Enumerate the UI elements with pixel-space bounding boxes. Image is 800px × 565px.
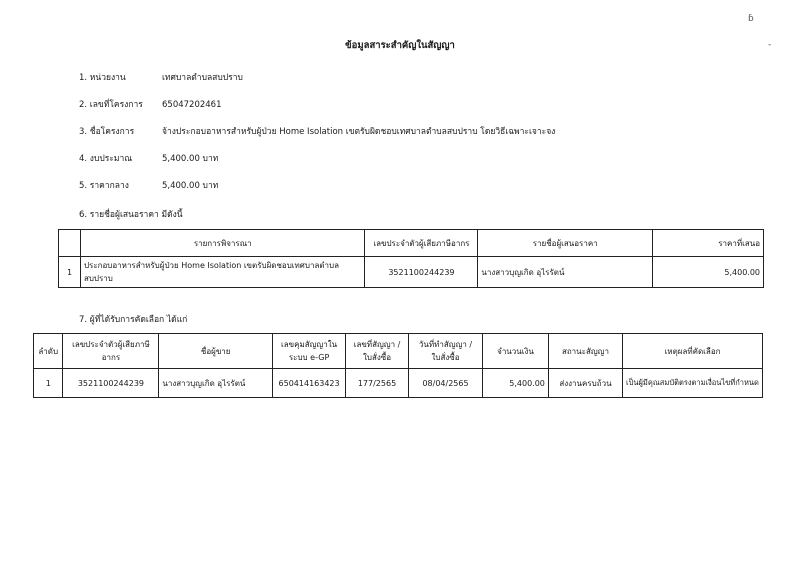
document-title: ข้อมูลสาระสำคัญในสัญญา: [345, 40, 455, 51]
field-median-price: [79, 178, 218, 192]
selected-cell-reason: เป็นผู้มีคุณสมบัติตรงตามเงื่อนไขที่กำหนด: [623, 369, 763, 398]
field-project-name-value: จ้างประกอบอาหารสำหรับผู้ป่วย Home Isolation เขตรับผิดชอบเทศบาลตำบลสบปราบ โดยวิธีเฉพาะเจาะจง: [162, 127, 556, 137]
bidders-table: [58, 229, 764, 288]
selected-header-egp: เลขคุมสัญญาในระบบ e-GP: [273, 334, 346, 369]
bidders-header-tax-id: เลขประจำตัวผู้เสียภาษีอากร: [365, 230, 478, 257]
field-agency: [79, 70, 243, 84]
field-agency-label: 1. หน่วยงาน: [79, 73, 126, 83]
scan-mark-icon: ɓ: [748, 14, 754, 24]
selected-cell-contract-no: 177/2565: [346, 369, 409, 398]
selected-header-date: วันที่ทำสัญญา / ใบสั่งซื้อ: [408, 334, 482, 369]
field-project-name-label: 3. ชื่อโครงการ: [79, 127, 135, 137]
table-row: [34, 369, 763, 398]
bidders-header-name: รายชื่อผู้เสนอราคา: [478, 230, 653, 257]
field-project-number-value: 65047202461: [162, 100, 222, 110]
bidders-cell-no: 1: [59, 257, 81, 288]
table-row: [59, 257, 764, 288]
scan-dash-icon: -: [768, 40, 772, 50]
selected-cell-status: ส่งงานครบถ้วน: [548, 369, 622, 398]
section-selected-title: 7. ผู้ที่ได้รับการคัดเลือก ได้แก่: [79, 315, 188, 325]
bidders-header-price: ราคาที่เสนอ: [653, 230, 764, 257]
selected-header-contract-no: เลขที่สัญญา / ใบสั่งซื้อ: [346, 334, 409, 369]
selected-cell-no: 1: [34, 369, 63, 398]
selected-header-amount: จำนวนเงิน: [483, 334, 549, 369]
field-project-number: [79, 97, 222, 111]
bidders-cell-tax-id: 3521100244239: [365, 257, 478, 288]
selected-header-no: ลำดับ: [34, 334, 63, 369]
selected-table: [33, 333, 763, 398]
field-project-name: [79, 124, 555, 138]
selected-cell-amount: 5,400.00: [483, 369, 549, 398]
field-median-price-value: 5,400.00 บาท: [162, 181, 219, 191]
field-median-price-label: 5. ราคากลาง: [79, 181, 129, 191]
field-project-number-label: 2. เลขที่โครงการ: [79, 100, 143, 110]
bidders-cell-price: 5,400.00: [653, 257, 764, 288]
bidders-table-header: [59, 230, 764, 257]
field-agency-value: เทศบาลตำบลสบปราบ: [162, 73, 243, 83]
selected-header-vendor: ชื่อผู้ขาย: [159, 334, 273, 369]
bidders-cell-name: นางสาวบุญเกิด อุไรรัตน์: [478, 257, 653, 288]
selected-cell-vendor: นางสาวบุญเกิด อุไรรัตน์: [159, 369, 273, 398]
selected-header-reason: เหตุผลที่คัดเลือก: [623, 334, 763, 369]
selected-table-header: [34, 334, 763, 369]
selected-cell-egp: 650414163423: [273, 369, 346, 398]
field-budget: [79, 151, 218, 165]
bidders-cell-item: ประกอบอาหารสำหรับผู้ป่วย Home Isolation เขตรับผิดชอบเทศบาลตำบลสบปราบ: [80, 257, 365, 288]
field-budget-value: 5,400.00 บาท: [162, 154, 219, 164]
selected-header-tax-id: เลขประจำตัวผู้เสียภาษีอากร: [63, 334, 159, 369]
selected-cell-tax-id: 3521100244239: [63, 369, 159, 398]
bidders-header-no: [59, 230, 81, 257]
selected-cell-date: 08/04/2565: [408, 369, 482, 398]
bidders-header-item: รายการพิจารณา: [80, 230, 365, 257]
section-bidders-title: 6. รายชื่อผู้เสนอราคา มีดังนี้: [79, 210, 183, 220]
selected-header-status: สถานะสัญญา: [548, 334, 622, 369]
field-budget-label: 4. งบประมาณ: [79, 154, 133, 164]
